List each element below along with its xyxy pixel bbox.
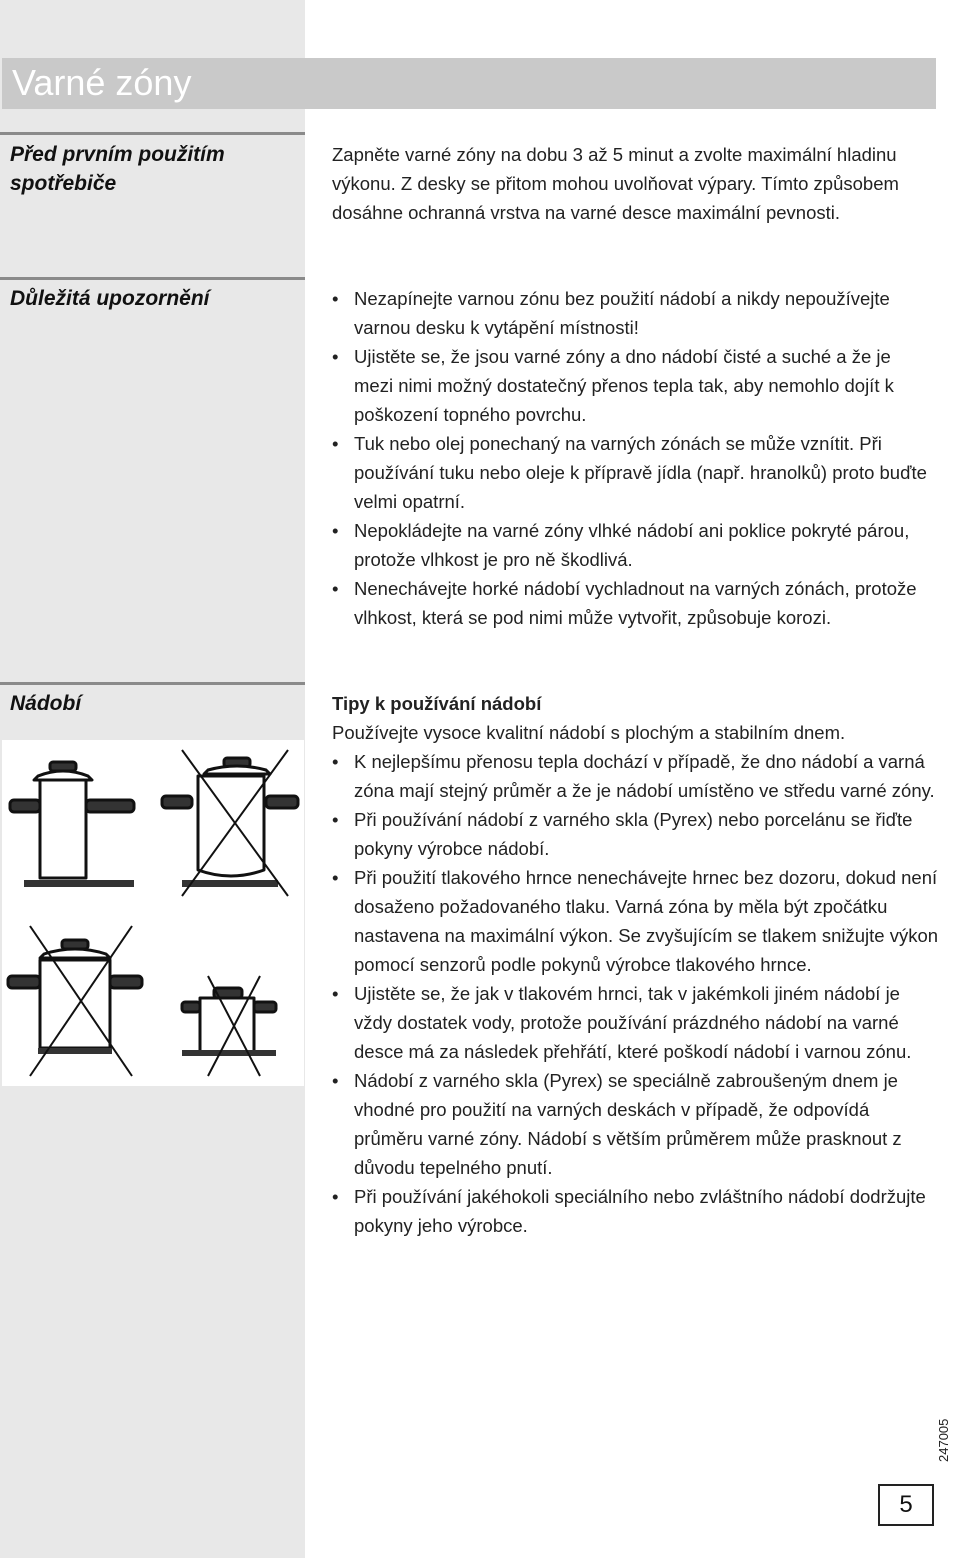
bullet-icon: • <box>332 578 339 599</box>
warnings-list-container <box>332 284 932 632</box>
bullet-icon: • <box>332 433 339 454</box>
list-item: • Nádobí z varného skla (Pyrex) se speciálně zabroušeným dnem je vhodné pro použití na varných deskách v případě, že odpovídá průměru varné zóny. Nádobí s větším průměrem může prasknout z důvodu tepelného pnutí. <box>332 1066 940 1182</box>
pots-illustration-icon <box>2 740 304 1086</box>
bullet-icon: • <box>332 809 339 830</box>
first-use-paragraph: Zapněte varné zóny na dobu 3 až 5 minut a zvolte maximální hladinu výkonu. Z desky se přitom mohou uvolňovat výpary. Tímto způsobem dosáhne ochranná vrstva na varné desce maximální pevnosti. <box>332 144 899 223</box>
pot-oversized-icon <box>8 940 142 1048</box>
pot-undersized-icon <box>182 988 276 1052</box>
bullet-icon: • <box>332 1070 339 1091</box>
bullet-icon: • <box>332 346 339 367</box>
cookware-intro: Používejte vysoce kvalitní nádobí s plochým a stabilním dnem. <box>332 722 846 743</box>
page-number: 5 <box>878 1484 934 1526</box>
bullet-icon: • <box>332 983 339 1004</box>
list-item: • Nenechávejte horké nádobí vychladnout na varných zónách, protože vlhkost, která se pod nimi může vytvořit, způsobuje korozi. <box>332 574 932 632</box>
list-item: • K nejlepšímu přenosu tepla dochází v případě, že dno nádobí a varná zóna mají stejný průměr a že je nádobí umístěno ve středu varné zóny. <box>332 747 940 805</box>
bullet-icon: • <box>332 520 339 541</box>
cookware-illustration <box>2 740 304 1086</box>
page-title: Varné zóny <box>12 62 192 103</box>
list-item: • Při použití tlakového hrnce nenechávejte hrnec bez dozoru, dokud není dosaženo požadovaného tlaku. Varná zóna by měla být zpočátku nastavena na maximální výkon. Se zvyšujícím se tlakem snižujte výkon pomocí senzorů podle pokynů výrobce tlakového hrnce. <box>332 863 940 979</box>
cookware-text-container <box>332 689 940 1240</box>
list-item: • Tuk nebo olej ponechaný na varných zónách se může vznítit. Při používání tuku nebo oleje k přípravě jídla (např. hranolků) proto buďte velmi opatrní. <box>332 429 932 516</box>
title-bar <box>2 58 936 109</box>
section-divider <box>0 277 305 280</box>
warnings-list <box>332 284 932 632</box>
section-label-warnings: Důležitá upozornění <box>10 287 210 310</box>
list-item: • Při používání jakéhokoli speciálního nebo zvláštního nádobí dodržujte pokyny jeho výrobce. <box>332 1182 940 1240</box>
list-item: • Při používání nádobí z varného skla (Pyrex) nebo porcelánu se řiďte pokyny výrobce nádobí. <box>332 805 940 863</box>
cookware-list <box>332 747 940 1240</box>
bullet-icon: • <box>332 867 339 888</box>
section-label-cookware: Nádobí <box>10 692 82 715</box>
list-item: • Nepokládejte na varné zóny vlhké nádobí ani poklice pokryté párou, protože vlhkost je pro ně škodlivá. <box>332 516 932 574</box>
list-item: • Nezapínejte varnou zónu bez použití nádobí a nikdy nepoužívejte varnou desku k vytápění místnosti! <box>332 284 932 342</box>
document-code: 247005 <box>936 1418 951 1462</box>
list-item: • Ujistěte se, že jsou varné zóny a dno nádobí čisté a suché a že je mezi nimi možný dostatečný přenos tepla tak, aby nemohlo dojít k poškození topného povrchu. <box>332 342 932 429</box>
section-divider <box>0 132 305 135</box>
section-label-first-use: Před prvním použitím spotřebiče <box>10 143 225 195</box>
bullet-icon: • <box>332 751 339 772</box>
bullet-icon: • <box>332 288 339 309</box>
cookware-subheading: Tipy k používání nádobí <box>332 693 542 714</box>
list-item: • Ujistěte se, že jak v tlakovém hrnci, tak v jakémkoli jiném nádobí je vždy dostatek vody, protože používání prázdného nádobí na varné desce má za následek přehřátí, které poškodí nádobí i varnou zónu. <box>332 979 940 1066</box>
section-text-first-use <box>332 140 912 227</box>
pot-correct-icon <box>10 762 134 878</box>
section-divider <box>0 682 305 685</box>
bullet-icon: • <box>332 1186 339 1207</box>
